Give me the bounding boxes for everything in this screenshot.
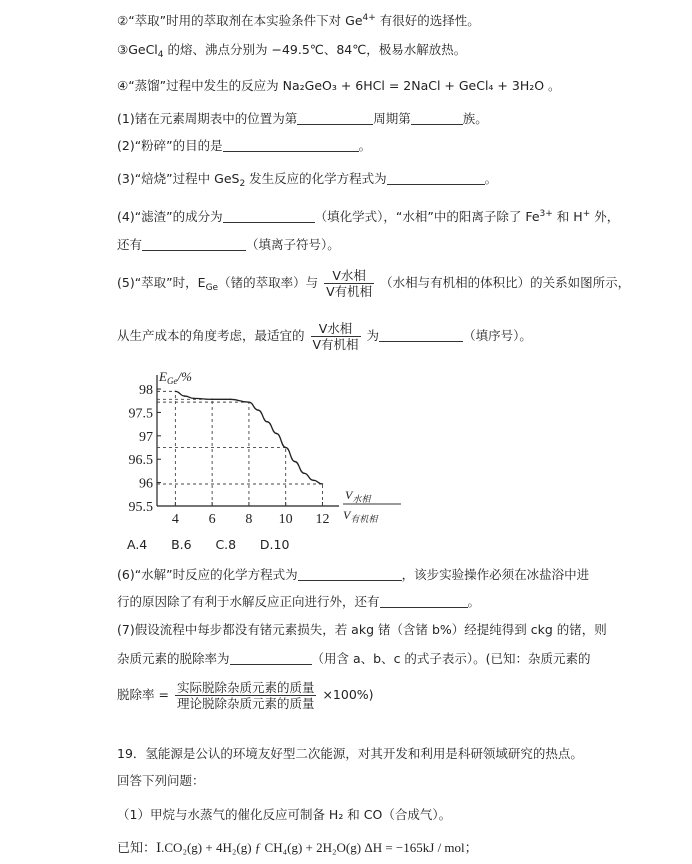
question-4-continued: 还有 （填离子符号）。 <box>117 237 340 252</box>
question-19-prompt: 回答下列问题： <box>117 773 205 788</box>
question-7: (7)假设流程中每步都没有锗元素损失，若 akg 锗（含锗 b%）经提纯得到 ckg 的锗，则 <box>117 622 607 637</box>
chart-data-point <box>248 401 250 403</box>
question-2: (2)“粉碎”的目的是 。 <box>117 138 372 153</box>
chart-y-tick-label: 95.5 <box>128 500 153 515</box>
chart-data-point <box>193 398 195 400</box>
chart-data-point <box>267 421 269 423</box>
question-4: (4)“滤渣”的成分为 （填化学式），“水相”中的阳离子除了 $Fe^{3+}$ 和 H+ 外， <box>117 209 620 224</box>
chart-data-point <box>294 461 296 463</box>
question-7-continued: 杂质元素的脱除率为 （用含 a、b、c 的式子表示）。(已知：杂质元素的 <box>117 651 591 666</box>
chart-x-tick-label: 6 <box>208 512 216 527</box>
removal-rate-formula: 脱除率 = $\frac{\text{实际脱除杂质元素的质量}}{\text{理论脱除杂质元素的质量}}$ ×100%) <box>117 680 374 711</box>
question-6-continued: 行的原因除了有利于水解反应正向进行外，还有 。 <box>117 594 481 609</box>
chart-data-point <box>211 399 213 401</box>
chart-x-tick-label: 12 <box>315 512 330 527</box>
chart-data-point <box>312 479 314 481</box>
note-3: ③GeCl$_4$ 的熔、沸点分别为 −49.5℃、84℃，极易水解放热。 <box>117 42 467 60</box>
chart-data-point <box>175 391 177 393</box>
question-5-continued: 从生产成本的角度考虑，最适宜的 $\frac{\text{V水相}}{\text{V有机相}}$ 为 （填序号）。 <box>117 321 532 352</box>
chart-data-point <box>322 483 324 485</box>
chart-y-tick-label: 96.5 <box>128 453 153 469</box>
chart-data-point <box>230 399 232 401</box>
chart-x-tick-label: 8 <box>245 512 253 527</box>
chart-y-tick-label: 98 <box>139 383 153 399</box>
answer-options: A.4 B.6 C.8 D.10 <box>127 537 290 552</box>
chart-x-axis-label-numerator: $V_{水相}$ <box>345 488 371 504</box>
question-3: (3)“焙烧”过程中 GeS$_2$ 发生反应的化学方程式为 。 <box>117 171 498 189</box>
chart-data-point <box>303 472 305 474</box>
chart-y-tick-label: 97 <box>139 429 153 445</box>
chart-data-point <box>285 447 287 449</box>
volume-ratio-fraction: $\frac{\text{V水相}}{\text{V有机相}}$ <box>326 268 373 299</box>
note-4: ④“蒸馏”过程中发生的反应为 Na₂GeO₃ + 6HCl = 2NaCl + GeCl₄ + 3H₂O 。 <box>117 78 561 93</box>
chart-plot-area <box>129 375 340 527</box>
note-2: ②“萃取”时用的萃取剂在本实验条件下对 $Ge^{4+}$ 有很好的选择性。 <box>117 13 480 28</box>
chart-y-axis-label: $E_{Ge}/\%$ <box>159 369 192 386</box>
chart-x-axis-label-denominator: $V_{有机相}$ <box>343 508 378 524</box>
removal-rate-fraction: $\frac{\text{实际脱除杂质元素的质量}}{\text{理论脱除杂质元素的质量}}$ <box>176 680 315 711</box>
question-19-given: 已知：Ⅰ.CO₂(g) + 4H₂(g) ƒ CH₄(g) + 2H₂O(g) ΔH = −165kJ / mol； <box>117 840 478 855</box>
chart-data-point <box>184 395 186 397</box>
volume-ratio-fraction-2: $\frac{\text{V水相}}{\text{V有机相}}$ <box>312 321 359 352</box>
question-19-title: 19．氢能源是公认的环境友好型二次能源，对其开发和利用是科研领域研究的热点。 <box>117 746 583 761</box>
question-5: (5)“萃取”时，$E_{Ge}$（锗的萃取率）与 $\frac{\text{V水相}}{\text{V有机相}}$ （水相与有机相的体积比）的关系如图所示， <box>117 268 631 299</box>
question-1: (1)锗在元素周期表中的位置为第 周期第 族。 <box>117 111 488 126</box>
chart-x-tick-label: 10 <box>278 512 293 527</box>
chart-y-tick-label: 97.5 <box>128 406 153 422</box>
question-6: (6)“水解”时反应的化学方程式为 ，该步实验操作必须在冰盐浴中进 <box>117 567 590 582</box>
chart-y-tick-label: 96 <box>139 476 153 492</box>
extraction-rate-chart <box>117 363 407 533</box>
question-19-part-1: （1）甲烷与水蒸气的催化反应可制备 H₂ 和 CO（合成气）。 <box>117 807 452 822</box>
chart-x-tick-label: 4 <box>171 512 179 527</box>
chart-data-point <box>257 409 259 411</box>
chart-data-point <box>276 433 278 435</box>
